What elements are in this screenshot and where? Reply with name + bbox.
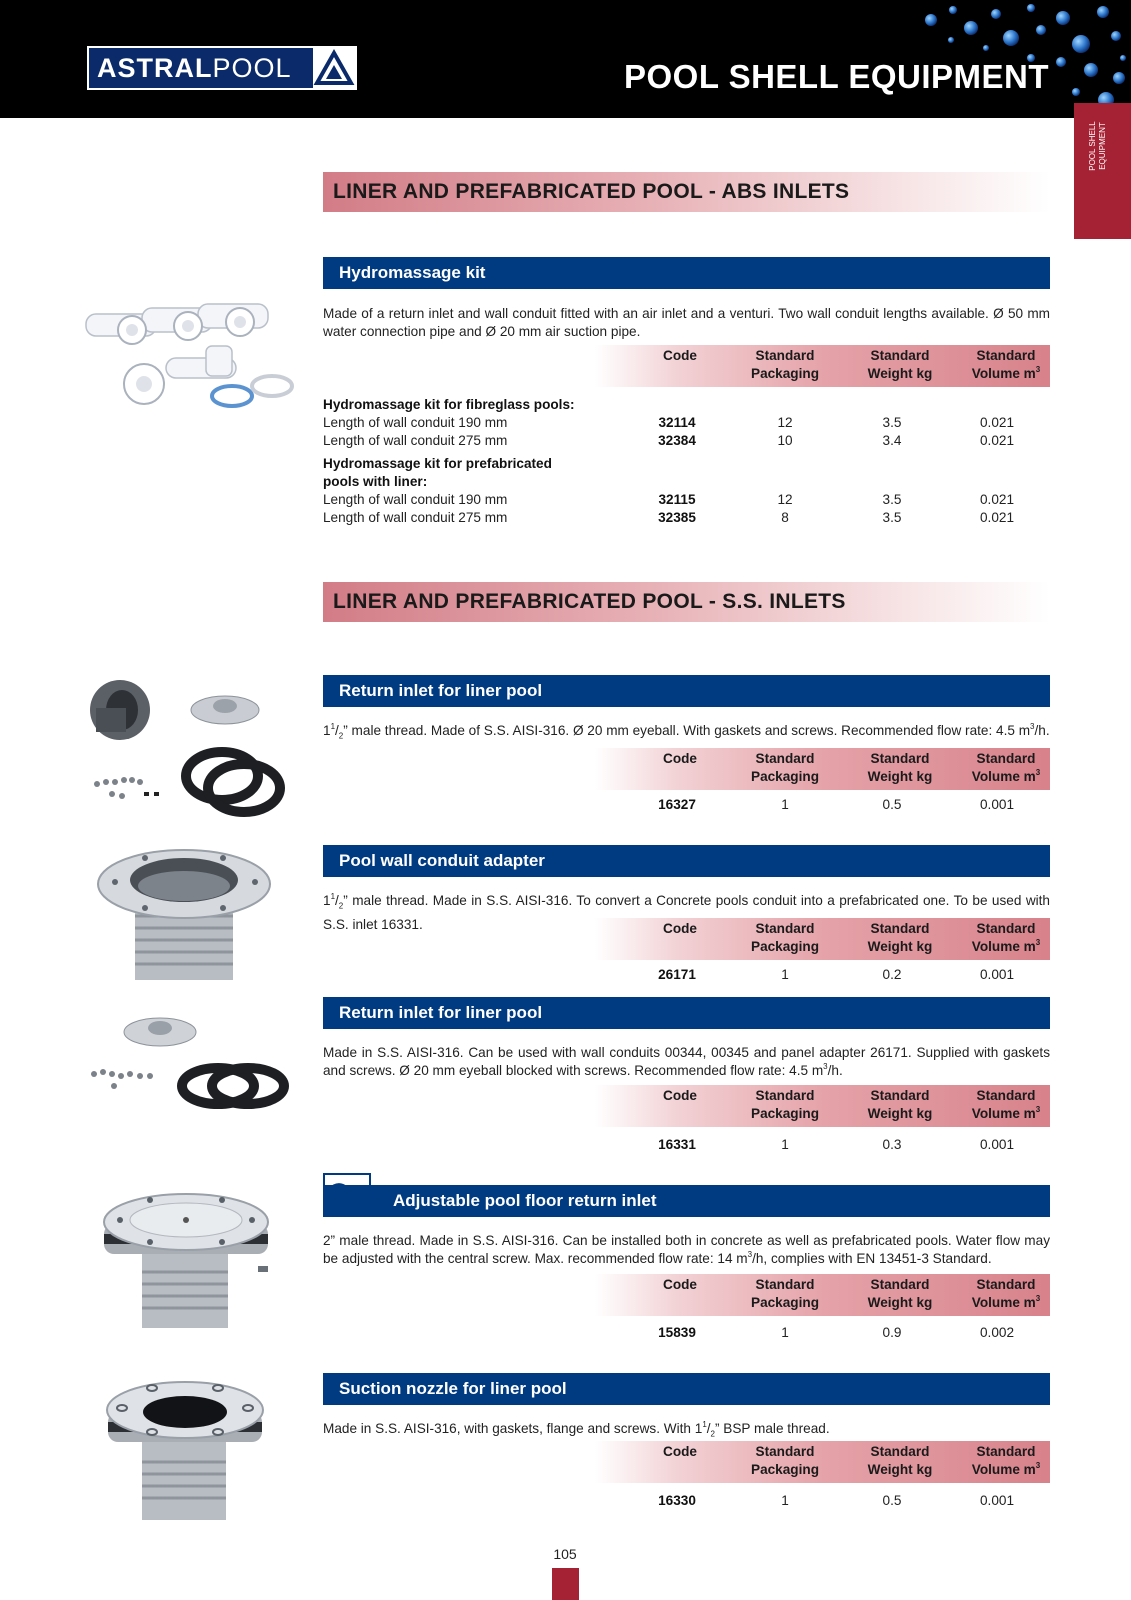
col-code: Code bbox=[663, 921, 697, 936]
col-packaging: Standard Packaging bbox=[751, 348, 819, 381]
col-packaging: Standard Packaging bbox=[751, 1277, 819, 1310]
astralpool-logo bbox=[87, 46, 357, 90]
row-packaging: 1 bbox=[781, 1493, 789, 1508]
col-packaging: Standard Packaging bbox=[751, 921, 819, 954]
row-code: 32384 bbox=[658, 433, 696, 448]
col-weight: Standard Weight kg bbox=[867, 751, 933, 784]
row-packaging: 1 bbox=[781, 1137, 789, 1152]
brand-bold: ASTRAL bbox=[97, 52, 213, 83]
col-code: Code bbox=[663, 1444, 697, 1459]
row-weight: 0.2 bbox=[882, 967, 902, 982]
col-weight: Standard Weight kg bbox=[867, 348, 933, 381]
row-volume: 0.021 bbox=[979, 510, 1015, 525]
col-volume: Standard Volume $m^3$ bbox=[971, 348, 1041, 381]
col-weight: Standard Weight kg bbox=[867, 1277, 933, 1310]
product-description: Made in S.S. AISI-316, with gaskets, flange and screws. With $1^1/_2$” BSP male thread. bbox=[323, 1420, 830, 1439]
product-description: $1^1/_2$” male thread. Made in S.S. AISI-316. To convert a Concrete pools conduit into a prefabricated one. To be used with S.S. inlet 16331. bbox=[323, 892, 1050, 932]
row-packaging: 1 bbox=[781, 1325, 789, 1340]
table-header bbox=[595, 1085, 1050, 1127]
hydromassage-kit-image bbox=[82, 300, 298, 422]
group-label-fibreglass: Hydromassage kit for fibreglass pools: bbox=[323, 397, 575, 412]
suction-nozzle-image bbox=[104, 1378, 270, 1524]
product-heading-hydromassage bbox=[323, 257, 1050, 289]
section-title: LINER AND PREFABRICATED POOL - ABS INLETS bbox=[333, 180, 850, 203]
product-title: Suction nozzle for liner pool bbox=[339, 1379, 567, 1398]
row-code: 32114 bbox=[658, 415, 696, 430]
row-volume: 0.001 bbox=[979, 797, 1015, 812]
page-tab-marker bbox=[552, 1568, 579, 1600]
col-code: Code bbox=[663, 751, 697, 766]
product-title: Hydromassage kit bbox=[339, 263, 486, 282]
table-row-label: Length of wall conduit 190 mm bbox=[323, 415, 508, 430]
group-label-prefabricated: Hydromassage kit for prefabricated pools with liner: bbox=[323, 456, 552, 489]
row-volume: 0.001 bbox=[979, 1493, 1015, 1508]
product-title: Return inlet for liner pool bbox=[339, 681, 543, 700]
table-header bbox=[595, 748, 1050, 790]
row-volume: 0.001 bbox=[979, 1137, 1015, 1152]
product-heading-suction-nozzle bbox=[323, 1373, 1050, 1405]
col-volume: Standard Volume $m^3$ bbox=[971, 751, 1041, 784]
row-packaging: 12 bbox=[777, 492, 793, 507]
col-volume: Standard Volume $m^3$ bbox=[971, 921, 1041, 954]
brand-light: POOL bbox=[212, 52, 292, 83]
table-header bbox=[595, 1274, 1050, 1316]
row-packaging: 1 bbox=[781, 797, 789, 812]
product-heading-floor-return-inlet bbox=[323, 1185, 1050, 1217]
astralpool-triangle-icon bbox=[313, 48, 355, 88]
page-number: 105 bbox=[553, 1546, 577, 1562]
row-weight: 3.5 bbox=[882, 510, 902, 525]
row-weight: 0.5 bbox=[882, 1493, 902, 1508]
row-volume: 0.002 bbox=[979, 1325, 1015, 1340]
table-header bbox=[595, 918, 1050, 960]
row-packaging: 8 bbox=[781, 510, 789, 525]
table-row-label: Length of wall conduit 275 mm bbox=[323, 510, 508, 525]
row-code: 26171 bbox=[658, 967, 696, 982]
row-weight: 0.5 bbox=[882, 797, 902, 812]
section-side-tab bbox=[1074, 103, 1131, 239]
side-tab-label: POOL SHELL EQUIPMENT bbox=[1088, 121, 1107, 171]
table-header bbox=[595, 1441, 1050, 1483]
return-inlet-ss-image bbox=[88, 1010, 298, 1110]
product-heading-conduit-adapter bbox=[323, 845, 1050, 877]
col-volume: Standard Volume $m^3$ bbox=[971, 1444, 1041, 1477]
col-code: Code bbox=[663, 1277, 697, 1292]
col-weight: Standard Weight kg bbox=[867, 1444, 933, 1477]
row-weight: 3.4 bbox=[882, 433, 902, 448]
return-inlet-kit-image bbox=[82, 678, 298, 818]
row-packaging: 10 bbox=[777, 433, 793, 448]
product-description: 2” male thread. Made in S.S. AISI-316. Can be installed both in concrete as well as prefabricated pools. Water flow may be adjusted with the central screw. Max. recommended flow rate: 14 $m^3/h$, complies with EN 13451-3 Standard. bbox=[323, 1233, 1050, 1266]
section-title: LINER AND PREFABRICATED POOL - S.S. INLETS bbox=[333, 590, 846, 613]
col-code: Code bbox=[663, 348, 697, 363]
row-volume: 0.021 bbox=[979, 492, 1015, 507]
col-weight: Standard Weight kg bbox=[867, 1088, 933, 1121]
product-title: Pool wall conduit adapter bbox=[339, 851, 545, 870]
col-volume: Standard Volume $m^3$ bbox=[971, 1277, 1041, 1310]
row-weight: 0.9 bbox=[882, 1325, 902, 1340]
col-code: Code bbox=[663, 1088, 697, 1103]
product-heading-return-inlet-ss bbox=[323, 997, 1050, 1029]
col-weight: Standard Weight kg bbox=[867, 921, 933, 954]
product-title: Return inlet for liner pool bbox=[339, 1003, 543, 1022]
table-header bbox=[595, 345, 1050, 387]
row-weight: 3.5 bbox=[882, 415, 902, 430]
hydromassage-description: Made of a return inlet and wall conduit fitted with an air inlet and a venturi. Two wall conduit lengths available. Ø 50 mm water connection pipe and Ø 20 mm air suction pipe. bbox=[323, 306, 1050, 339]
col-packaging: Standard Packaging bbox=[751, 751, 819, 784]
col-packaging: Standard Packaging bbox=[751, 1088, 819, 1121]
product-description: $1^1/_2$” male thread. Made of S.S. AISI-316. Ø 20 mm eyeball. With gaskets and screws. Recommended flow rate: 4.5 $m^3/h$. bbox=[323, 722, 1050, 741]
row-weight: 3.5 bbox=[882, 492, 902, 507]
floor-return-inlet-image bbox=[100, 1190, 276, 1332]
table-row-label: Length of wall conduit 190 mm bbox=[323, 492, 508, 507]
section-heading-abs-inlets bbox=[323, 172, 1050, 212]
row-code: 16330 bbox=[658, 1493, 696, 1508]
row-volume: 0.001 bbox=[979, 967, 1015, 982]
row-weight: 0.3 bbox=[882, 1137, 902, 1152]
col-packaging: Standard Packaging bbox=[751, 1444, 819, 1477]
product-title: Adjustable pool floor return inlet bbox=[393, 1191, 657, 1210]
row-code: 15839 bbox=[658, 1325, 696, 1340]
row-code: 16327 bbox=[658, 797, 696, 812]
product-description: Made in S.S. AISI-316. Can be used with wall conduits 00344, 00345 and panel adapter 26171. Supplied with gaskets and screws. Ø 20 mm eyeball blocked with screws. Recommended flow rate: 4.5 $m^3/h$. bbox=[323, 1045, 1050, 1078]
row-code: 32385 bbox=[658, 510, 696, 525]
row-code: 16331 bbox=[658, 1137, 696, 1152]
row-packaging: 12 bbox=[777, 415, 793, 430]
product-heading-return-inlet bbox=[323, 675, 1050, 707]
wall-conduit-adapter-image bbox=[95, 846, 285, 986]
section-heading-ss-inlets bbox=[323, 582, 1050, 622]
row-volume: 0.021 bbox=[979, 415, 1015, 430]
row-volume: 0.021 bbox=[979, 433, 1015, 448]
col-volume: Standard Volume $m^3$ bbox=[971, 1088, 1041, 1121]
header-bar bbox=[0, 0, 1131, 118]
row-packaging: 1 bbox=[781, 967, 789, 982]
table-row-label: Length of wall conduit 275 mm bbox=[323, 433, 508, 448]
page-title: POOL SHELL EQUIPMENT bbox=[624, 58, 1049, 95]
row-code: 32115 bbox=[658, 492, 696, 507]
